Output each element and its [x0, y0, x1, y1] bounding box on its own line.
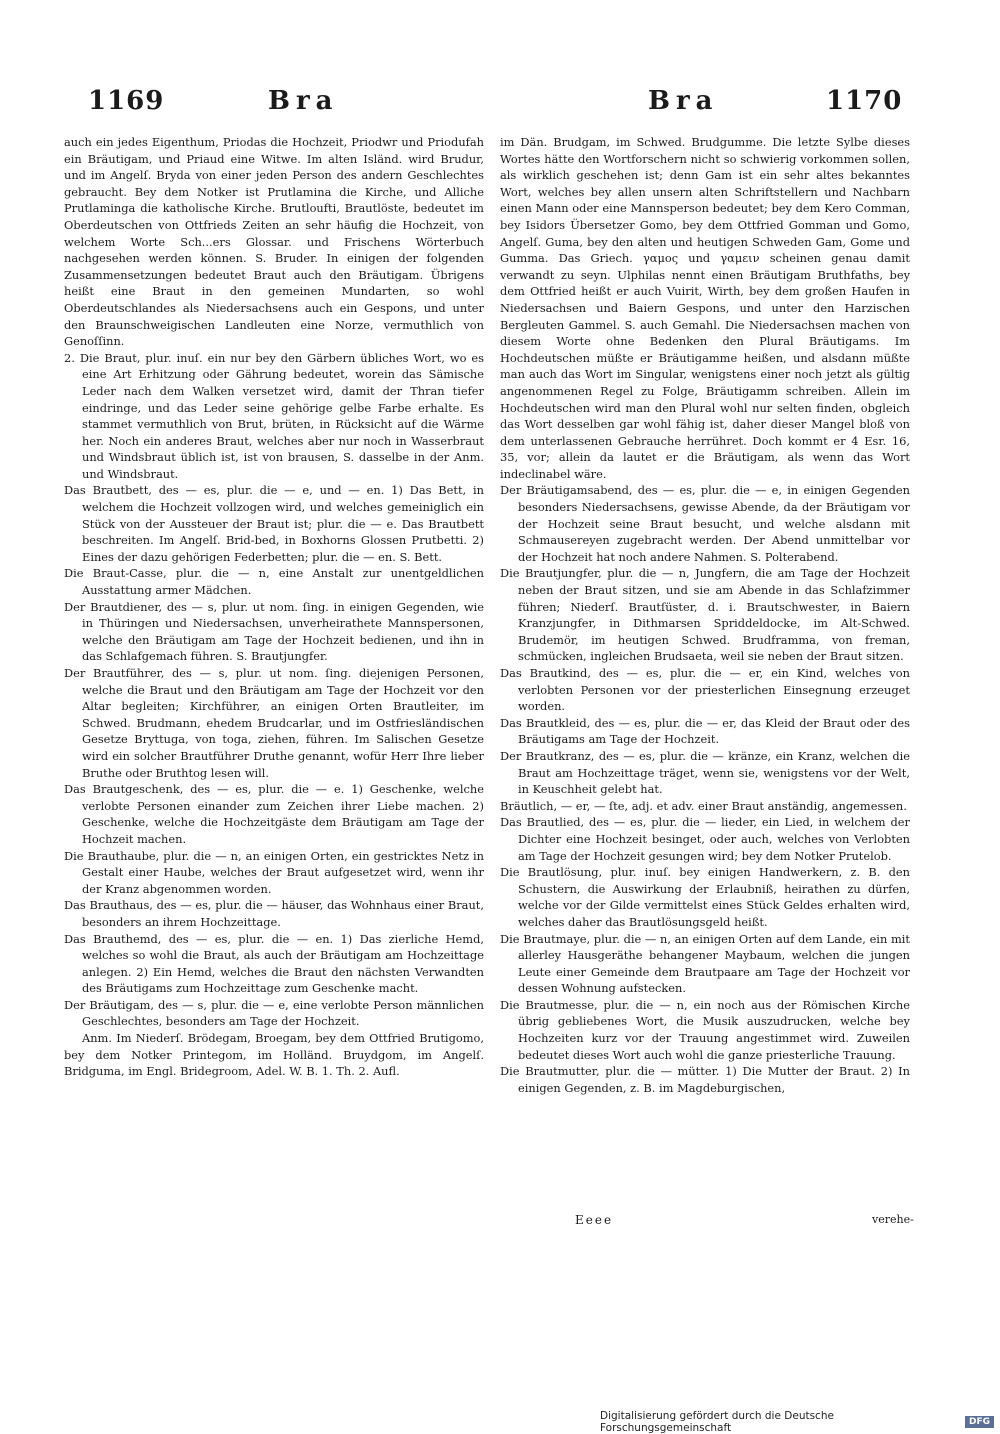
entry-paragraph: Bräutlich, — er, — ſte, adj. et adv. einer Braut anständig, angemessen.: [500, 798, 907, 813]
entry-paragraph: Die Brautmesse, plur. die — n, ein noch aus der Römischen Kirche übrig gebliebenes Wort, die Musik auszudrucken, welche bey Hochzeiten kurz vor der Trauung angestimmet wird. Zuweilen bedeutet dieses Wort auch wohl die ganze priesterliche Trauung.: [500, 997, 910, 1062]
entry-paragraph: auch ein jedes Eigenthum, Priodas die Hochzeit, Priodwr und Priodufah ein Bräutigam, und Priaud eine Witwe. Im alten Isländ. wird Brudur, und im Angelſ. Bryda von einer jeden Person des andern Geschlechtes gebraucht. Bey dem Notker ist Prutlamina die Kirche, und Alliche Prutlaminga die katholische Kirche. Brutloufti, Brautlöste, bedeutet im Oberdeutschen von Ottfrieds Zeiten an sehr häufig die Hochzeit, von welchem Worte Sch...ers Glossar. und Frischens Wörterbuch nachgesehen werden können. S. Bruder. In einigen der folgenden Zusammensetzungen bedeutet Braut auch den Bräutigam. Übrigens heißt eine Braut in den gemeinen Mundarten, so wohl Oberdeutschlandes als Niedersachsens auch ein Gespons, und unter den Braunschweigischen Landleuten eine Norze, vermuthlich von Genoſſinn.: [64, 135, 484, 349]
running-head-right: Bra: [648, 86, 719, 116]
entry-paragraph: Die Braut-Casse, plur. die — n, eine Anstalt zur unentgeldlichen Ausstattung armer Mädchen.: [64, 566, 484, 598]
running-head-left: Bra: [268, 86, 339, 116]
entry-paragraph: Das Brauthaus, des — es, plur. die — häuser, das Wohnhaus einer Braut, besonders an ihrem Hochzeittage.: [64, 898, 484, 929]
entry-paragraph: Die Brautmaye, plur. die — n, an einigen Orten auf dem Lande, ein mit allerley Hausgeräthe behangener Maybaum, welchen die jungen Leute einer Gemeinde dem Brautpaare am Tage der Hochzeit vor dessen Wohnung aufstecken.: [500, 931, 910, 996]
entry-paragraph: Das Brautkind, des — es, plur. die — er, ein Kind, welches von verlobten Personen vor der priesterlichen Einsegnung erzeuget worden.: [500, 666, 910, 714]
entry-paragraph: Das Brautlied, des — es, plur. die — lieder, ein Lied, in welchem der Dichter eine Hochzeit besinget, oder auch, welches von Verlobten am Tage der Hochzeit gesungen wird; bey dem Notker Prutelob.: [500, 815, 910, 863]
entry-paragraph: Das Brautgeschenk, des — es, plur. die — e. 1) Geschenke, welche verlobte Personen einander zum Zeichen ihrer Liebe machen. 2) Geschenke, welche die Hochzeitgäste dem Bräutigam am Tage der Hochzeit machen.: [64, 782, 484, 846]
entry-paragraph: Das Brauthemd, des — es, plur. die — en. 1) Das zierliche Hemd, welches so wohl die Braut, als auch der Bräutigam am Hochzeittage anlegen. 2) Ein Hemd, welches die Braut den nächsten Verwandten des Bräutigams zum Hochzeittage zum Geschenke macht.: [64, 931, 484, 996]
entry-paragraph: Der Brautführer, des — s, plur. ut nom. ſing. diejenigen Personen, welche die Braut und den Bräutigam am Tage der Hochzeit vor den Altar begleiten; Kirchführer, an einigen Orten Brautleiter, im Schwed. Brudmann, ehedem Brudcarlar, und im Ostfriesländischen Gesetze Bryttuga, von toga, ziehen, führen. Im Salischen Gesetze wird ein solcher Brautführer Druthe genannt, wofür Herr Ihre lieber Bruthe oder Bruthtog lesen will.: [64, 666, 484, 780]
entry-paragraph: Die Brautlösung, plur. inuſ. bey einigen Handwerkern, z. B. den Schustern, die Auswirkung der Erlaubniß, heirathen zu dürfen, welche vor der Gilde vermittelst eines Stück Geldes erhalten wird, welches daher das Brautlösungsgeld heißt.: [500, 865, 910, 929]
entry-paragraph: Der Brautdiener, des — s, plur. ut nom. ſing. in einigen Gegenden, wie in Thüringen und Niedersachsen, unverheirathete Mannspersonen, welche den Bräutigam am Tage der Hochzeit bedienen, und ihn in das Schlafgemach führen. S. Brautjungfer.: [64, 599, 484, 664]
left-column: [64, 134, 484, 1080]
page-number-left: 1169: [88, 86, 165, 116]
entry-paragraph: Das Brautbett, des — es, plur. die — e, und — en. 1) Das Bett, in welchem die Hochzeit vollzogen wird, und welches gemeiniglich ein Stück von der Aussteuer der Braut ist; plur. die — e. Das Brautbett beschreiten. Im Angelſ. Brid-bed, in Boxhorns Glossen Prutbetti. 2) Eines der dazu gehörigen Federbetten; plur. die — en. S. Bett.: [64, 483, 484, 564]
page-number-right: 1170: [826, 86, 903, 116]
credit-text: Digitalisierung gefördert durch die Deutsche Forschungsgemeinschaft: [600, 1410, 834, 1434]
entry-paragraph: Die Brautmutter, plur. die — mütter. 1) Die Mutter der Braut. 2) In einigen Gegenden, z. B. im Magdeburgischen,: [500, 1064, 910, 1095]
entry-paragraph: Die Brauthaube, plur. die — n, an einigen Orten, ein gestricktes Netz in Gestalt einer Haube, welches der Braut aufgesetzet wird, wenn ihr der Kranz abgenommen worden.: [64, 848, 484, 896]
dfg-logo: DFG: [965, 1416, 994, 1428]
entry-paragraph: Der Bräutigamsabend, des — es, plur. die — e, in einigen Gegenden besonders Niedersachsens, gewisse Abende, da der Bräutigam vor der Hochzeit seine Braut besucht, und welche alsdann mit Schmausereyen zugebracht werden. Der Abend unmittelbar vor der Hochzeit hat noch andere Nahmen. S. Polterabend.: [500, 483, 910, 564]
catchword: verehe-: [872, 1213, 914, 1226]
signature-mark: Eeee: [575, 1213, 614, 1227]
entry-paragraph: Der Brautkranz, des — es, plur. die — kränze, ein Kranz, welchen die Braut am Hochzeittage träget, wenn sie, wenigstens vor der Welt, in Keuschheit gelebt hat.: [500, 748, 910, 797]
digitization-credit: [600, 1412, 1000, 1432]
entry-paragraph: Die Brautjungfer, plur. die — n, Jungfern, die am Tage der Hochzeit neben der Braut sitzen, und sie am Abende in das Schlafzimmer führen; Niederſ. Brautſüster, d. i. Brautschwester, in Baiern Kranzjungfer, in Dithmarsen Spriddeldocke, im Alt-Schwed. Brudemör, im heutigen Schwed. Brudframma, von freman, schmücken, ingleichen Brudsaeta, weil sie neben der Braut sitzen.: [500, 566, 910, 664]
entry-paragraph: 2. Die Braut, plur. inuſ. ein nur bey den Gärbern übliches Wort, wo es eine Art Erhitzung oder Gährung bedeutet, worein das Sämische Leder nach dem Walken versetzet wird, damit der Thran tiefer eindringe, und das Leder seine gehörige gelbe Farbe erhalte. Es stammet vermuthlich von Brut, brüten, in Rücksicht auf die Wärme her. Noch ein anderes Braut, welches aber nur noch in Wasserbraut und Windsbraut üblich ist, ist von brausen, S. dasselbe in der Anm. und Windsbraut.: [64, 350, 484, 481]
entry-paragraph: Das Brautkleid, des — es, plur. die — er, das Kleid der Braut oder des Bräutigams am Tage der Hochzeit.: [500, 715, 910, 747]
entry-paragraph: Der Bräutigam, des — s, plur. die — e, eine verlobte Person männlichen Geschlechtes, besonders am Tage der Hochzeit.: [64, 997, 484, 1029]
right-column: [500, 134, 910, 1096]
entry-paragraph: im Dän. Brudgam, im Schwed. Brudgumme. Die letzte Sylbe dieses Wortes hätte den Wortforschern nicht so schwierig vorkommen sollen, als wirklich geschehen ist; denn Gam ist ein sehr altes bekanntes Wort, welches bey allen unsern alten Schriftstellern und Nachbarn einen Mann oder eine Mannsperson bedeutet; bey dem Kero Comman, bey Isidors Übersetzer Gomo, bey dem Ottfried Gomman und Gomo, Angelſ. Guma, bey den alten und heutigen Schweden Gam, Gome und Gumma. Das Griech. γαμος und γαμειν scheinen genau damit verwandt zu seyn. Ulphilas nennt einen Bräutigam Bruthfaths, bey dem Ottfried heißt er auch Vuirit, Wirth, bey dem großen Haufen in Niedersachsen und Baiern Gespons, und unter den Harzischen Bergleuten Gammel. S. auch Gemahl. Die Niedersachsen machen von diesem Worte ohne Bedenken den Plural Bräutigams. Im Hochdeutschen müßte er Bräutigamme heißen, und alsdann müßte man auch das Wort im Singular, wenigstens einer noch jetzt als gültig angenommenen Regel zu Folge, Bräutigamm schreiben. Allein im Hochdeutschen wird man den Plural wohl nur selten finden, obgleich das Wort desselben gar wohl fähig ist, daher dieser Mangel bloß von dem unterlassenen Gebrauche herrühret. Doch kommt er 4 Esr. 16, 35, vor; allein da lautet er die Bräutigam, als wenn das Wort indeclinabel wäre.: [500, 135, 910, 481]
entry-paragraph: Anm. Im Niederſ. Brödegam, Broegam, bey dem Ottfried Brutigomo, bey dem Notker Printegom, im Holländ. Bruydgom, im Angelſ. Bridguma, im Engl. Bridegroom, Adel. W. B. 1. Th. 2. Aufl.: [64, 1031, 484, 1079]
